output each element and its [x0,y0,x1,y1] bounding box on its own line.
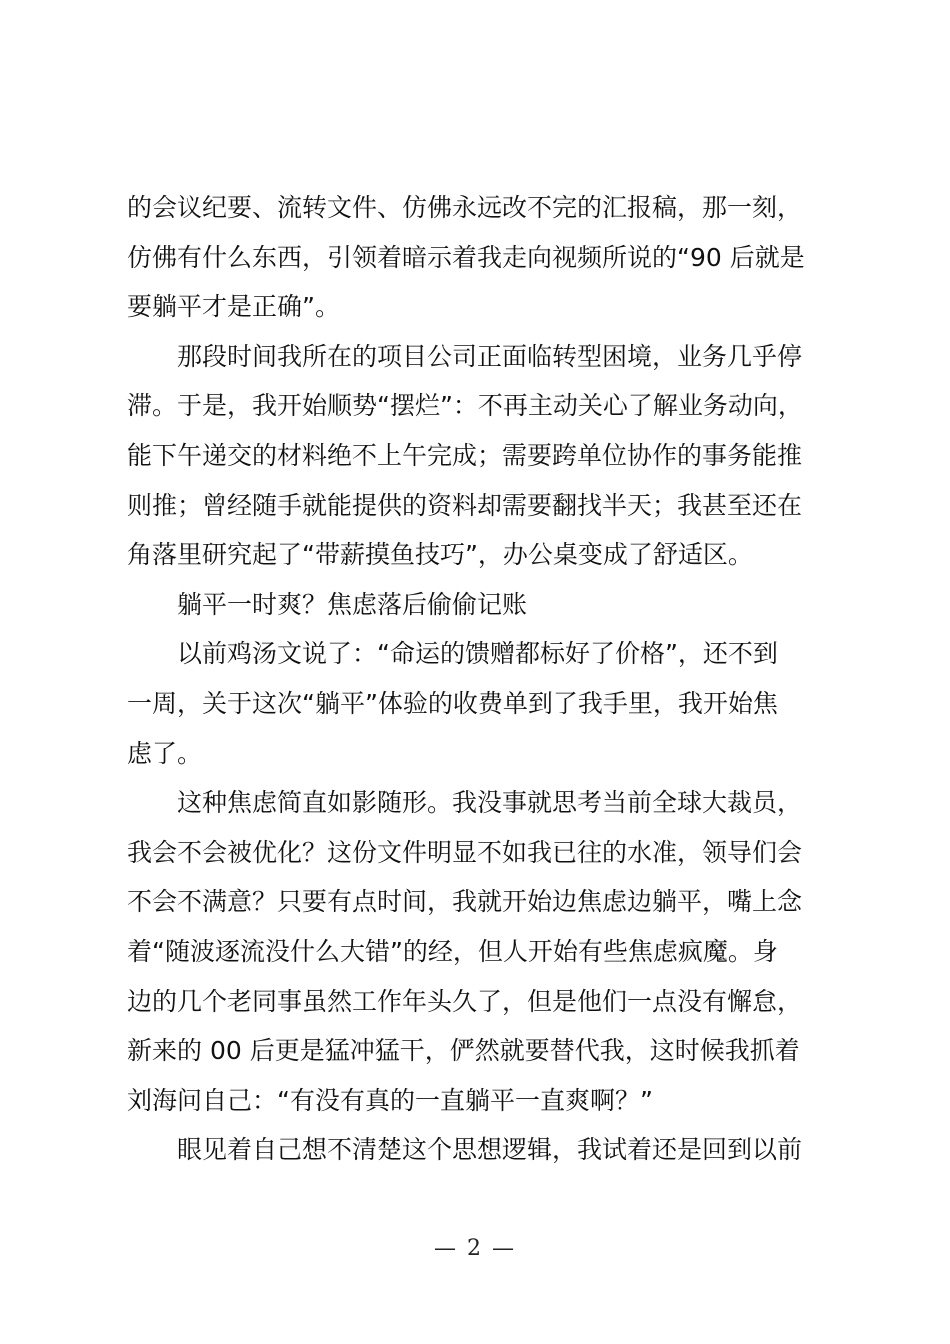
body-text [127,183,839,1175]
text-line: 这种焦虑简直如影随形。我没事就思考当前全球大裁员， [177,788,803,818]
text-line: 刘海问自己：“有没有真的一直躺平一直爽啊？” [127,1085,653,1115]
text-line: 那段时间我所在的项目公司正面临转型困境，业务几乎停 [177,341,803,371]
text-line: 边的几个老同事虽然工作年头久了，但是他们一点没有懈怠， [127,986,803,1016]
text-line: 要躺平才是正确”。 [127,292,340,322]
text-line: 则推；曾经随手就能提供的资料却需要翻找半天；我甚至还在 [127,490,803,520]
section-heading: 躺平一时爽？焦虑落后偷偷记账 [177,589,528,619]
text-line: 着“随波逐流没什么大错”的经，但人开始有些焦虑疯魔。身 [127,936,778,966]
text-line: 虑了。 [127,738,203,768]
text-line: 滞。于是，我开始顺势“摆烂”：不再主动关心了解业务动向， [127,391,803,421]
text-line: 以前鸡汤文说了：“命运的馈赠都标好了价格”，还不到 [177,639,778,669]
text-line: 新来的 00 后更是猛冲猛干，俨然就要替代我，这时候我抓着 [127,1036,800,1066]
page-number: — 2 — [434,1236,516,1261]
text-line: 一周，关于这次“躺平”体验的收费单到了我手里，我开始焦 [127,688,778,718]
text-line: 不会不满意？只要有点时间，我就开始边焦虑边躺平，嘴上念 [127,887,803,917]
text-line: 能下午递交的材料绝不上午完成；需要跨单位协作的事务能推 [127,440,803,470]
text-line: 仿佛有什么东西，引领着暗示着我走向视频所说的“90 后就是 [127,242,805,272]
text-line: 角落里研究起了“带薪摸鱼技巧”，办公桌变成了舒适区。 [127,540,753,570]
text-line: 的会议纪要、流转文件、仿佛永远改不完的汇报稿，那一刻， [127,193,803,222]
text-line: 眼见着自己想不清楚这个思想逻辑，我试着还是回到以前 [177,1135,803,1165]
text-line: 我会不会被优化？这份文件明显不如我已往的水准，领导们会 [127,837,803,867]
